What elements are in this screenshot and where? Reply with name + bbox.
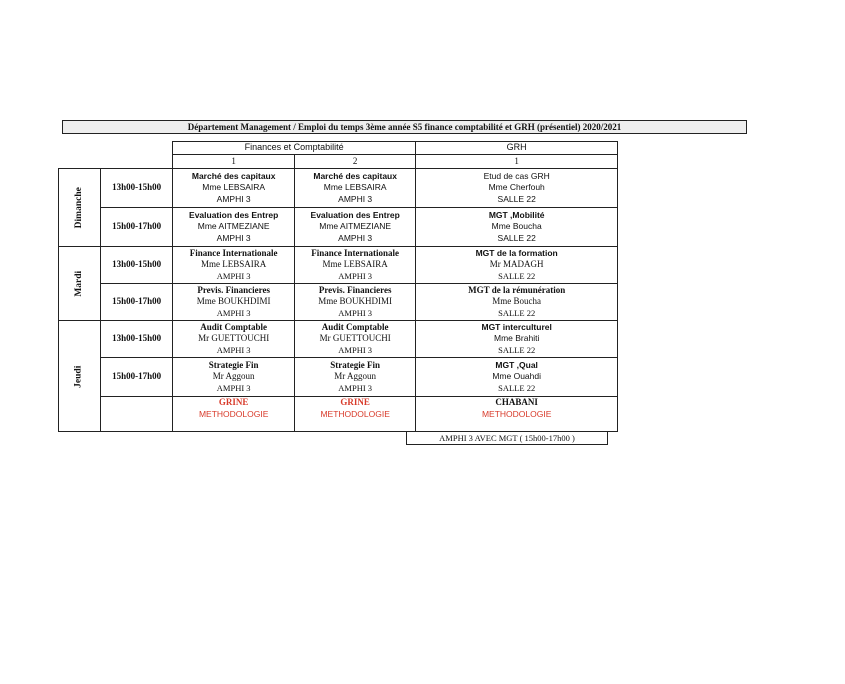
course-cell bbox=[295, 284, 416, 321]
course-teacher: Mme LEBSAIRA bbox=[323, 182, 387, 193]
course-cell bbox=[295, 321, 416, 358]
table-row bbox=[59, 247, 618, 284]
course-teacher: Mme LEBSAIRA bbox=[201, 259, 267, 270]
course-cell bbox=[295, 358, 416, 397]
course-cell bbox=[416, 208, 618, 247]
course-teacher: Mme BOUKHDIMI bbox=[318, 296, 393, 307]
course-room: AMPHI 3 bbox=[216, 270, 251, 281]
group-header-grh: GRH bbox=[416, 142, 618, 155]
course-title: MGT interculturel bbox=[481, 321, 552, 332]
course-teacher: Mr Aggoun bbox=[212, 371, 255, 382]
day-label-mardi: Mardi bbox=[59, 247, 101, 321]
course-room: AMPHI 3 bbox=[338, 307, 373, 318]
course-cell bbox=[416, 247, 618, 284]
time-slot: 15h00-17h00 bbox=[101, 284, 173, 321]
course-room: AMPHI 3 bbox=[216, 193, 251, 204]
course-title: MGT ,Mobilité bbox=[488, 209, 545, 220]
day-label-jeudi: Jeudi bbox=[59, 321, 101, 432]
time-slot: 13h00-15h00 bbox=[101, 247, 173, 284]
course-room: AMPHI 3 bbox=[216, 307, 251, 318]
footer-note: AMPHI 3 AVEC MGT ( 15h00-17h00 ) bbox=[406, 431, 608, 445]
course-title: MGT ,Qual bbox=[495, 359, 538, 370]
course-cell bbox=[173, 208, 295, 247]
course-cell bbox=[173, 247, 295, 284]
course-title: Evaluation des Entrep bbox=[310, 209, 400, 220]
course-cell bbox=[173, 284, 295, 321]
course-title: Previs. Financieres bbox=[318, 284, 392, 295]
course-cell bbox=[416, 284, 618, 321]
corner-blank bbox=[59, 142, 173, 169]
course-title: MGT de la formation bbox=[475, 247, 558, 258]
course-cell bbox=[173, 321, 295, 358]
course-teacher: Mme BOUKHDIMI bbox=[196, 296, 271, 307]
methodology-label: METHODOLOGIE bbox=[320, 408, 390, 419]
course-room: SALLE 22 bbox=[497, 193, 536, 204]
column-number-1: 1 bbox=[173, 155, 295, 169]
course-title: Finance Internationale bbox=[189, 247, 278, 258]
course-room: AMPHI 3 bbox=[216, 382, 251, 393]
course-room: SALLE 22 bbox=[498, 270, 536, 281]
course-title: Audit Comptable bbox=[200, 321, 268, 332]
table-row bbox=[59, 284, 618, 321]
time-slot: 15h00-17h00 bbox=[101, 208, 173, 247]
day-label-dimanche: Dimanche bbox=[59, 169, 101, 247]
timetable bbox=[58, 141, 618, 432]
time-slot: 13h00-15h00 bbox=[101, 321, 173, 358]
course-room: SALLE 22 bbox=[498, 382, 536, 393]
course-title: Strategie Fin bbox=[330, 359, 381, 370]
course-title: Evaluation des Entrep bbox=[189, 209, 279, 220]
course-room: AMPHI 3 bbox=[338, 232, 373, 243]
course-teacher: Mme AITMEZIANE bbox=[197, 221, 270, 232]
methodology-teacher: GRINE bbox=[218, 397, 249, 407]
column-number-2: 2 bbox=[295, 155, 416, 169]
course-title: Previs. Financieres bbox=[197, 284, 270, 295]
course-teacher: Mme Boucha bbox=[491, 221, 542, 232]
course-title: Etud de cas GRH bbox=[483, 170, 550, 181]
course-title: Strategie Fin bbox=[208, 359, 259, 370]
table-row bbox=[59, 169, 618, 208]
group-header-finance: Finances et Comptabilité bbox=[173, 142, 416, 155]
course-teacher: Mme Brahiti bbox=[494, 333, 540, 344]
methodology-teacher: GRINE bbox=[340, 397, 370, 407]
course-title: Marché des capitaux bbox=[191, 170, 276, 181]
course-title: Marché des capitaux bbox=[313, 170, 397, 181]
course-room: SALLE 22 bbox=[498, 307, 536, 318]
course-room: AMPHI 3 bbox=[216, 344, 251, 355]
methodology-cell bbox=[295, 397, 416, 432]
course-cell bbox=[416, 169, 618, 208]
course-cell bbox=[295, 169, 416, 208]
course-cell bbox=[416, 321, 618, 358]
course-teacher: Mr MADAGH bbox=[489, 259, 544, 270]
time-slot: 15h00-17h00 bbox=[101, 358, 173, 397]
column-number-grh-1: 1 bbox=[416, 155, 618, 169]
methodology-teacher: CHABANI bbox=[495, 397, 538, 407]
table-row bbox=[59, 321, 618, 358]
methodology-label: METHODOLOGIE bbox=[198, 408, 269, 419]
course-title: Audit Comptable bbox=[321, 321, 389, 332]
course-teacher: Mr Aggoun bbox=[334, 371, 377, 382]
course-room: AMPHI 3 bbox=[216, 232, 251, 243]
time-slot: 13h00-15h00 bbox=[101, 169, 173, 208]
course-teacher: Mme Cherfouh bbox=[488, 182, 545, 193]
course-teacher: Mr GUETTOUCHI bbox=[319, 333, 391, 344]
empty-slot bbox=[101, 397, 173, 432]
course-teacher: Mme AITMEZIANE bbox=[319, 221, 392, 232]
course-teacher: Mme Boucha bbox=[492, 296, 542, 307]
course-title: Finance Internationale bbox=[311, 247, 400, 258]
table-row bbox=[59, 208, 618, 247]
course-title: MGT de la rémunération bbox=[468, 284, 566, 295]
course-room: SALLE 22 bbox=[497, 232, 536, 243]
course-room: AMPHI 3 bbox=[338, 382, 373, 393]
course-teacher: Mr GUETTOUCHI bbox=[198, 333, 270, 344]
methodology-cell bbox=[416, 397, 618, 432]
table-row bbox=[59, 358, 618, 397]
methodology-label: METHODOLOGIE bbox=[481, 408, 552, 419]
course-room: SALLE 22 bbox=[498, 344, 536, 355]
course-cell bbox=[295, 208, 416, 247]
course-room: AMPHI 3 bbox=[338, 344, 373, 355]
course-teacher: Mme LEBSAIRA bbox=[322, 259, 388, 270]
course-cell bbox=[173, 169, 295, 208]
course-cell bbox=[416, 358, 618, 397]
course-teacher: Mme LEBSAIRA bbox=[202, 182, 266, 193]
course-cell bbox=[173, 358, 295, 397]
course-room: AMPHI 3 bbox=[338, 270, 373, 281]
page-title: Département Management / Emploi du temps 3ème année S5 finance comptabilité et GRH (présentiel) 2020/2021 bbox=[62, 120, 747, 134]
course-room: AMPHI 3 bbox=[338, 193, 373, 204]
methodology-cell bbox=[173, 397, 295, 432]
course-teacher: Mme Ouahdi bbox=[492, 371, 541, 382]
course-cell bbox=[295, 247, 416, 284]
table-row bbox=[59, 397, 618, 432]
